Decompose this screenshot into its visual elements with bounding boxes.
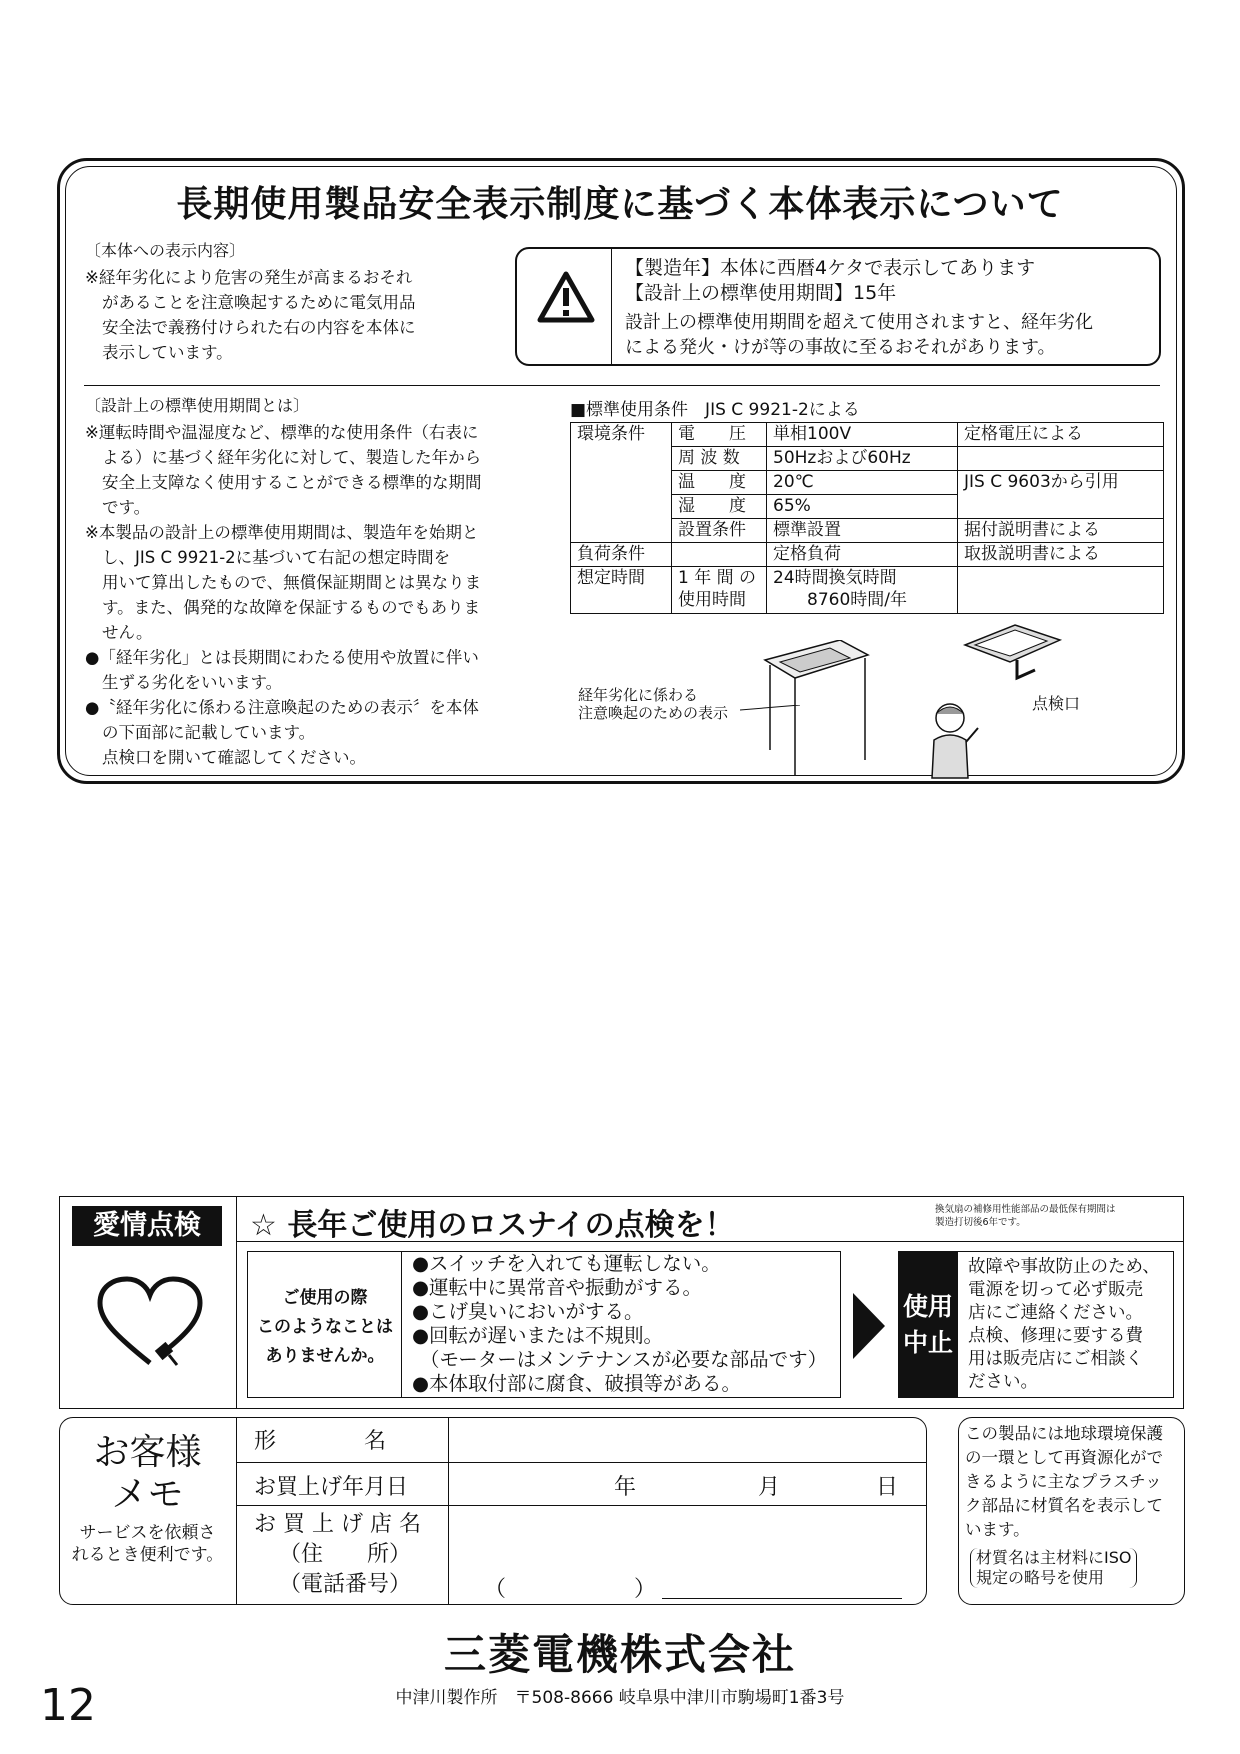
caption-pointer-line (740, 705, 800, 715)
parts-retention-note: 換気扇の補修用性能部品の最低保有期間は 製造打切後6年です。 (935, 1204, 1116, 1228)
purchase-date-label: お買上げ年月日 (254, 1475, 409, 1500)
cell-env: 環境条件 (571, 423, 672, 543)
year-label: 年 (614, 1475, 637, 1500)
warning-standard-period: 【設計上の標準使用期間】15年 (625, 282, 897, 304)
warning-text-2: による発火・けが等の事故に至るおそれがあります。 (625, 337, 1056, 358)
warning-label-box (515, 247, 1161, 366)
phone-underline (662, 1598, 902, 1599)
period-notes: ※運転時間や温湿度など、標準的な使用条件（右表に よる）に基づく経年劣化に対して、製造した年から 安全上支障なく使用することができる標準的な期間 です。 ※本製品の設計上の標準使用期間は、製造年を始期と し、JIS C 9921-2に基づいて右記の想定時間を 用いて算出したもので、無償保証期間とは異なりま す。また、偶発的な故障を保証するものでもありま せん。 ●「経年劣化」とは長期間にわたる使用や放置に伴い 生ずる劣化をいいます。 ●〝経年劣化に係わる注意喚起のための表示〞を本体 の下面部に記載しています。 点検口を開いて確認してください。 (85, 423, 482, 767)
list-item: ●スイッチを入れても運転しない。 (412, 1252, 721, 1275)
memo-title: お客様 メモ サービスを依頼さ れるとき便利です。 (71, 1432, 224, 1565)
stop-use-text: 故障や事故防止のため、 電源を切って必ず販売 店にご連絡ください。 点検、修理に要する費 用は販売店にご相談く ださい。 (968, 1257, 1160, 1392)
phone-paren-open: （ (484, 1577, 507, 1602)
warning-triangle-icon (537, 271, 595, 323)
inspection-port-illustration (955, 620, 1085, 690)
day-label: 日 (876, 1475, 899, 1500)
inspection-port-label: 点検口 (1032, 694, 1081, 713)
symptom-list (412, 1252, 827, 1396)
display-note: ※経年劣化により危害の発生が高まるおそれ があることを注意喚起するために電気用品 安全法で義務付けられた右の内容を本体に 表示しています。 (85, 268, 416, 362)
list-item: ●運転中に異常音や振動がする。 (412, 1276, 703, 1299)
love-inspection-badge: 愛情点検 (72, 1206, 222, 1246)
list-item: ●本体取付部に腐食、破損等がある。 (412, 1372, 742, 1395)
phone-paren-close: ） (634, 1577, 657, 1602)
material-note: 材質名は主材料にISO 規定の略号を使用 (970, 1548, 1137, 1588)
question-text: ご使用の際 このようなことは ありませんか。 (257, 1288, 393, 1366)
arrow-right-icon (853, 1293, 885, 1359)
conditions-table: 環境条件 電 圧 単相100V 定格電圧による 周 波 数 50Hzおよび60Hz 温 度 20℃ JIS C 9603から引用 湿 度 65% 設置条件 標準設置 据付説明書による 負荷条件 定格負荷 取扱説明書による 想定時間 1 年 間 の 使用時間 24時間換気時間 8760時間/年 (570, 422, 1164, 614)
illustration-caption: 経年劣化に係わる 注意喚起のための表示 (578, 686, 729, 722)
model-label: 形 名 (254, 1429, 387, 1454)
warning-manufacture-year: 【製造年】本体に西暦4ケタで表示してあります (625, 257, 1036, 279)
heart-plug-icon (95, 1275, 205, 1375)
company-name: 三菱電機株式会社 (443, 1630, 796, 1679)
section-divider (84, 385, 1160, 386)
person-illustration (920, 700, 980, 780)
recycling-note-text: この製品には地球環境保護 の一環として再資源化がで きるように主なプラスチッ ク部品に材質名を表示して います。 (965, 1424, 1163, 1539)
inspection-headline: ☆ 長年ご使用のロスナイの点検を！ (250, 1208, 735, 1243)
warning-text-1: 設計上の標準使用期間を超えて使用されますと、経年劣化 (625, 312, 1093, 333)
period-section-label: 〔設計上の標準使用期間とは〕 (85, 396, 310, 415)
list-item: ●こげ臭いにおいがする。 (412, 1300, 644, 1323)
page-number: 12 (40, 1680, 96, 1731)
company-address: 中津川製作所 〒508-8666 岐阜県中津川市駒場町1番3号 (395, 1688, 845, 1708)
display-section-label: 〔本体への表示内容〕 (85, 241, 246, 260)
conditions-heading: ■標準使用条件 JIS C 9921-2による (570, 400, 860, 420)
list-item: （モーターはメンテナンスが必要な部品です） (420, 1348, 828, 1371)
stop-use-badge: 使用 中止 (898, 1251, 958, 1398)
safety-title: 長期使用製品安全表示制度に基づく本体表示について (176, 184, 1064, 225)
list-item: ●回転が遅いまたは不規則。 (412, 1324, 664, 1347)
month-label: 月 (758, 1475, 781, 1500)
store-labels: お 買 上 げ 店 名 （住 所） （電話番号） (254, 1512, 421, 1597)
